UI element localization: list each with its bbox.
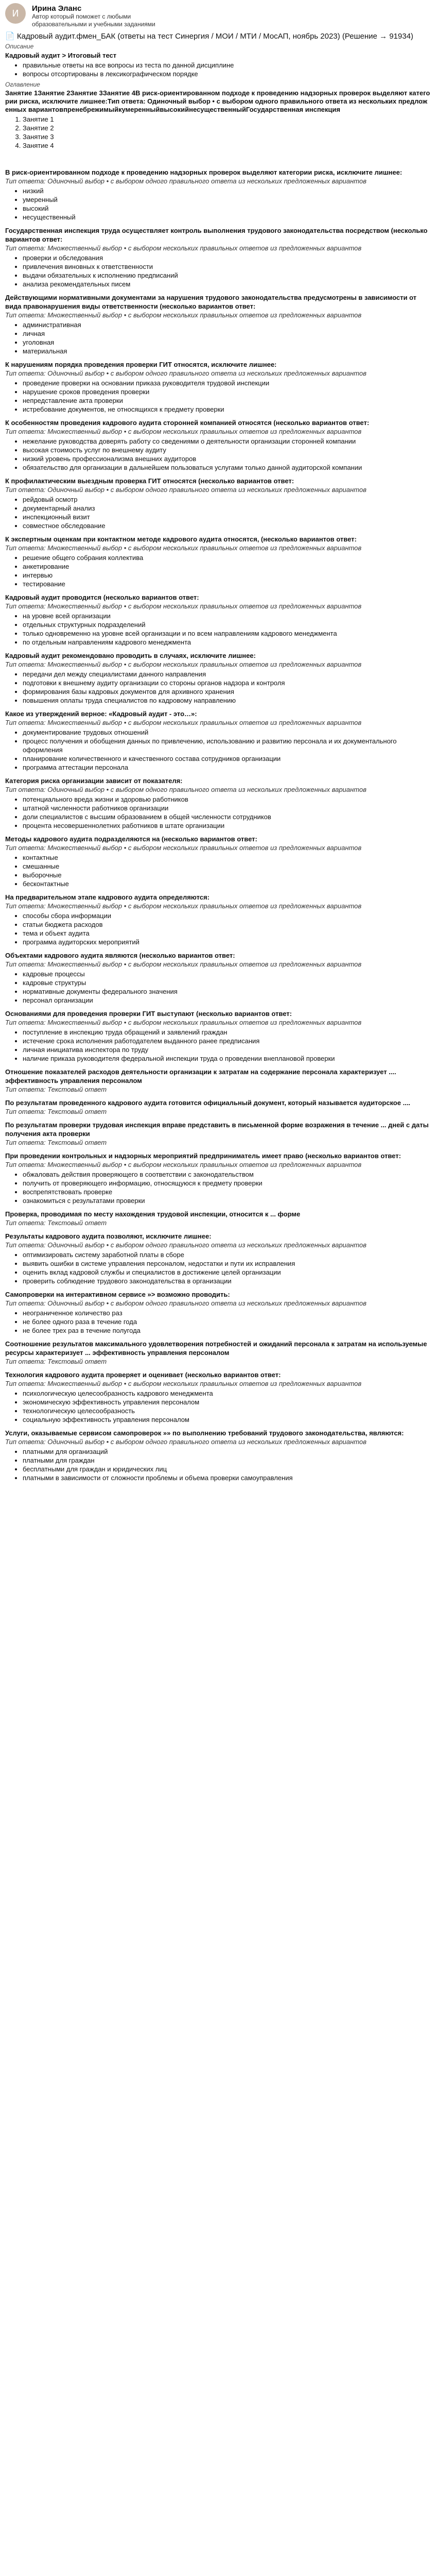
answer-option: • проверки и обследования <box>23 253 431 262</box>
answer-option: • социальную эффективность управления персоналом <box>23 1415 431 1424</box>
question-block <box>5 651 431 705</box>
description-label: Описание <box>5 43 34 50</box>
answer-option: • тестирование <box>23 580 431 588</box>
answer-option: • отдельных структурных подразделений <box>23 620 431 629</box>
question-block <box>5 1009 431 1063</box>
question-block <box>5 1121 431 1147</box>
answer-option: • по отдельным направлениям кадрового менеджмента <box>23 638 431 647</box>
answer-type: Тип ответа: Текстовый ответ <box>5 1108 107 1115</box>
answer-type: Тип ответа: Множественный выбор • с выбором нескольких правильных ответов из предложенных вариантов <box>5 428 362 435</box>
answer-option: • истечение срока исполнения работодателем выданного ранее предписания <box>23 1037 431 1045</box>
answer-option: • не более трех раз в течение полугода <box>23 1326 431 1335</box>
answer-option: • кадровые процессы <box>23 970 431 978</box>
question-title: Действующими нормативными документами за нарушения трудового законодательства предусмотрены в зависимости от вида правонарушения виды ответственности (несколько вариантов ответ: <box>5 294 417 310</box>
answer-type: Тип ответа: Текстовый ответ <box>5 1358 107 1365</box>
answer-type: Тип ответа: Текстовый ответ <box>5 1086 107 1093</box>
question-block <box>5 1232 431 1285</box>
question-title: Услуги, оказываемые сервисом самопроверок »» по выполнению требований трудового законодательства, являются: <box>5 1429 404 1437</box>
answer-option: • рейдовый осмотр <box>23 495 431 504</box>
question-block <box>5 1429 431 1482</box>
question-block <box>5 1098 431 1116</box>
answer-option: • истребование документов, не относящихся к предмету проверки <box>23 405 431 414</box>
question-title: Категория риска организации зависит от показателя: <box>5 777 183 785</box>
answer-options <box>5 553 431 588</box>
question-block <box>5 893 431 946</box>
question-block <box>5 535 431 588</box>
question-title: Соотношение результатов максимального удовлетворения потребностей и ожиданий персонала к затратам на используемые ресурсы характеризует ... эффективность управления персоналом <box>5 1340 427 1357</box>
answer-option: • анкетирование <box>23 562 431 571</box>
answer-option: • оптимизировать систему заработной платы в сборе <box>23 1250 431 1259</box>
answer-option: • нормативные документы федерального значения <box>23 987 431 996</box>
question-block <box>5 477 431 530</box>
answer-option: • анализа рекомендательных писем <box>23 280 431 289</box>
answer-option: • низкий <box>23 187 431 195</box>
answer-option: • передачи дел между специалистами данного направления <box>23 670 431 679</box>
question-title: Проверка, проводимая по месту нахождения трудовой инспекции, относится к ... форме <box>5 1210 301 1218</box>
answer-option: • кадровые структуры <box>23 978 431 987</box>
author-description: Автор который поможет с любыми образовательными и учебными заданиями <box>32 13 155 28</box>
answer-options <box>5 1447 431 1482</box>
question-block <box>5 776 431 830</box>
description-item: • вопросы отсортированы в лексикографическом порядке <box>23 70 431 78</box>
answer-type: Тип ответа: Множественный выбор • с выбором нескольких правильных ответов из предложенных вариантов <box>5 602 362 610</box>
answer-option: • нарушение сроков проведения проверки <box>23 387 431 396</box>
answer-option: • экономическую эффективность управления персоналом <box>23 1398 431 1406</box>
question-title: К экспертным оценкам при контактном методе кадрового аудита относятся, (несколько вариантов ответ: <box>5 535 357 543</box>
question-block <box>5 226 431 289</box>
answer-options <box>5 1170 431 1205</box>
answer-option: • низкий уровень профессионализма внешних аудиторов <box>23 454 431 463</box>
question-block <box>5 593 431 647</box>
answer-option: • персонал организации <box>23 996 431 1005</box>
question-title: Объектами кадрового аудита являются (несколько вариантов ответ: <box>5 952 235 959</box>
answer-type: Тип ответа: Одиночный выбор • с выбором одного правильного ответа из нескольких предложенных вариантов <box>5 1241 367 1249</box>
question-block <box>5 1210 431 1227</box>
answer-option: • способы сбора информации <box>23 911 431 920</box>
answer-options <box>5 187 431 222</box>
answer-option: • повышения оплаты труда специалистов по кадровому направлению <box>23 696 431 705</box>
answer-option: • личная инициатива инспектора по труду <box>23 1045 431 1054</box>
question-block <box>5 293 431 355</box>
answer-option: • ознакомиться с результатами проверки <box>23 1196 431 1205</box>
answer-option: • высокий <box>23 204 431 213</box>
description-list <box>5 61 431 78</box>
toc-item[interactable]: 3. Занятие 3 <box>23 132 431 141</box>
answer-type: Тип ответа: Множественный выбор • с выбором нескольких правильных ответов из предложенных вариантов <box>5 902 362 910</box>
toc-text: Занятие 1Занятие 2Занятие 3Занятие 4В риск-ориентированном подходе к проведению надзорных проверок выделяют категории риска, исключите лишнее:Тип ответа: Одиночный выбор • с выбором одного правильного ответа из нескольких предложенных вариантовпренебрежимыйкумеренныйвысокийнесущественныйГосударственная инспекция <box>5 89 430 113</box>
answer-option: • платными для граждан <box>23 1456 431 1465</box>
avatar[interactable]: И <box>5 3 26 24</box>
question-title: К особенностям проведения кадрового аудита сторонней компанией относятся (несколько вариантов ответ: <box>5 419 370 427</box>
question-title: Какое из утверждений верное: «Кадровый аудит - это…»: <box>5 710 197 718</box>
answer-option: • несущественный <box>23 213 431 222</box>
answer-options <box>5 1389 431 1424</box>
answer-option: • выдачи обязательных к исполнению предписаний <box>23 271 431 280</box>
answer-type: Тип ответа: Множественный выбор • с выбором нескольких правильных ответов из предложенных вариантов <box>5 960 362 968</box>
question-title: Методы кадрового аудита подразделяются на (несколько вариантов ответ: <box>5 835 257 843</box>
answer-option: • наличие приказа руководителя федеральной инспекции труда о проведении внеплановой проверки <box>23 1054 431 1063</box>
answer-option: • психологическую целесообразность кадрового менеджмента <box>23 1389 431 1398</box>
toc-item[interactable]: 4. Занятие 4 <box>23 141 431 150</box>
answer-options <box>5 1028 431 1063</box>
question-title: К нарушениям порядка проведения проверки ГИТ относятся, исключите лишнее: <box>5 361 277 368</box>
answer-option: • на уровне всей организации <box>23 612 431 620</box>
answer-option: • поступление в инспекцию труда обращений и заявлений граждан <box>23 1028 431 1037</box>
question-block <box>5 951 431 1005</box>
answer-type: Тип ответа: Одиночный выбор • с выбором одного правильного ответа из нескольких предложенных вариантов <box>5 486 367 494</box>
question-block <box>5 418 431 472</box>
answer-type: Тип ответа: Одиночный выбор • с выбором одного правильного ответа из нескольких предложенных вариантов <box>5 1299 367 1307</box>
answer-option: • тема и объект аудита <box>23 929 431 938</box>
question-title: Технология кадрового аудита проверяет и оценивает (несколько вариантов ответ: <box>5 1371 281 1379</box>
answer-options <box>5 970 431 1005</box>
answer-option: • проверить соблюдение трудового законодательства в организации <box>23 1277 431 1285</box>
answer-option: • документарный анализ <box>23 504 431 513</box>
answer-type: Тип ответа: Множественный выбор • с выбором нескольких правильных ответов из предложенных вариантов <box>5 244 362 252</box>
answer-option: • технологическую целесообразность <box>23 1406 431 1415</box>
question-title: На предварительном этапе кадрового аудита определяются: <box>5 893 210 901</box>
question-block <box>5 835 431 888</box>
toc-item[interactable]: 1. Занятие 1 <box>23 115 431 124</box>
answer-option: • совместное обследование <box>23 521 431 530</box>
answer-option: • бесплатными для граждан и юридических лиц <box>23 1465 431 1473</box>
answer-option: • не более одного раза в течение года <box>23 1317 431 1326</box>
answer-type: Тип ответа: Текстовый ответ <box>5 1139 107 1146</box>
answer-option: • нежелание руководства доверять работу со сведениями о деятельности организации сторонней компании <box>23 437 431 446</box>
answer-option: • только одновременно на уровне всей организации и по всем направлениям кадрового менеджмента <box>23 629 431 638</box>
author-info <box>32 3 166 28</box>
question-title: Кадровый аудит рекомендовано проводить в случаях, исключите лишнее: <box>5 652 256 659</box>
description-item: • правильные ответы на все вопросы из теста по данной дисциплине <box>23 61 431 70</box>
answer-options <box>5 1250 431 1285</box>
table-of-contents <box>5 80 431 150</box>
answer-options <box>5 437 431 472</box>
answer-options <box>5 1309 431 1335</box>
answer-option: • воспрепятствовать проверке <box>23 1188 431 1196</box>
answer-options <box>5 320 431 355</box>
answer-type: Тип ответа: Множественный выбор • с выбором нескольких правильных ответов из предложенных вариантов <box>5 311 362 319</box>
answer-options <box>5 911 431 946</box>
answer-option: • документирование трудовых отношений <box>23 728 431 737</box>
answer-options <box>5 853 431 888</box>
toc-label: Оглавление <box>5 81 40 88</box>
question-title: При проведении контрольных и надзорных мероприятий предприниматель имеет право (несколько вариантов ответ: <box>5 1152 401 1160</box>
question-title: В риск-ориентированном подходе к проведению надзорных проверок выделяют категории риска, исключите лишнее: <box>5 168 403 176</box>
answer-type: Тип ответа: Множественный выбор • с выбором нескольких правильных ответов из предложенных вариантов <box>5 844 362 852</box>
answer-options <box>5 253 431 289</box>
toc-list <box>5 115 431 150</box>
answer-options <box>5 795 431 830</box>
answer-option: • платными для организаций <box>23 1447 431 1456</box>
answer-option: • бесконтактные <box>23 879 431 888</box>
answer-option: • подготовки к внешнему аудиту организации со стороны органов надзора и контроля <box>23 679 431 687</box>
question-title: Государственная инспекция труда осуществляет контроль выполнения трудового законодательства посредством (несколько вариантов ответ: <box>5 227 428 243</box>
answer-options <box>5 728 431 772</box>
answer-type: Тип ответа: Множественный выбор • с выбором нескольких правильных ответов из предложенных вариантов <box>5 1380 362 1387</box>
answer-type: Тип ответа: Одиночный выбор • с выбором одного правильного ответа из нескольких предложенных вариантов <box>5 786 367 793</box>
question-title: К профилактическим выездным проверка ГИТ относятся (несколько вариантов ответ: <box>5 477 294 485</box>
answer-options <box>5 670 431 705</box>
question-block <box>5 1151 431 1205</box>
answer-option: • выявить ошибки в системе управления персоналом, недостатки и пути их исправления <box>23 1259 431 1268</box>
question-title: Самопроверки на интерактивном сервисе »> возможно проводить: <box>5 1291 230 1298</box>
toc-item[interactable]: 2. Занятие 2 <box>23 124 431 132</box>
answer-option: • планирование количественного и качественного состава сотрудников организации <box>23 754 431 763</box>
answer-option: • непредставление акта проверки <box>23 396 431 405</box>
question-block <box>5 1370 431 1424</box>
answer-option: • обязательство для организации в дальнейшем пользоваться услугами только данной аудиторской компании <box>23 463 431 472</box>
description-heading: Кадровый аудит > Итоговый тест <box>5 52 117 59</box>
answer-option: • получить от проверяющего информацию, относящуюся к предмету проверки <box>23 1179 431 1188</box>
answer-option: • выборочные <box>23 871 431 879</box>
question-title: Результаты кадрового аудита позволяют, исключите лишнее: <box>5 1232 212 1240</box>
answer-type: Тип ответа: Множественный выбор • с выбором нескольких правильных ответов из предложенных вариантов <box>5 1019 362 1026</box>
question-block <box>5 1290 431 1335</box>
answer-option: • обжаловать действия проверяющего в соответствии с законодательством <box>23 1170 431 1179</box>
document-title <box>5 31 431 41</box>
answer-option: • программа аудиторских мероприятий <box>23 938 431 946</box>
answer-option: • штатной численности работников организации <box>23 804 431 812</box>
questions-list <box>5 168 431 1482</box>
answer-type: Тип ответа: Одиночный выбор • с выбором одного правильного ответа из нескольких предложенных вариантов <box>5 1438 367 1446</box>
question-block <box>5 360 431 414</box>
answer-options <box>5 379 431 414</box>
question-title: Отношение показателей расходов деятельности организации к затратам на содержание персонала характеризует .... эффективность управления персоналом <box>5 1068 396 1084</box>
question-block <box>5 168 431 222</box>
question-title: По результатам проверки трудовая инспекция вправе представить в письменной форме возражения в течение ... дней с даты получения акта проверки <box>5 1121 429 1138</box>
answer-option: • личная <box>23 329 431 338</box>
doc-icon: 📄 <box>5 32 15 41</box>
answer-option: • потенциального вреда жизни и здоровью работников <box>23 795 431 804</box>
answer-option: • проведение проверки на основании приказа руководителя трудовой инспекции <box>23 379 431 387</box>
author-name[interactable]: Ирина Эланс <box>32 4 82 13</box>
question-block <box>5 1067 431 1094</box>
answer-option: • неограниченное количество раз <box>23 1309 431 1317</box>
answer-type: Тип ответа: Одиночный выбор • с выбором одного правильного ответа из нескольких предложенных вариантов <box>5 369 367 377</box>
answer-option: • административная <box>23 320 431 329</box>
answer-type: Тип ответа: Текстовый ответ <box>5 1219 107 1227</box>
answer-option: • платными в зависимости от сложности проблемы и объема проверки самоуправления <box>23 1473 431 1482</box>
answer-type: Тип ответа: Множественный выбор • с выбором нескольких правильных ответов из предложенных вариантов <box>5 660 362 668</box>
answer-option: • привлечения виновных к ответственности <box>23 262 431 271</box>
answer-type: Тип ответа: Множественный выбор • с выбором нескольких правильных ответов из предложенных вариантов <box>5 1161 362 1168</box>
answer-option: • смешанные <box>23 862 431 871</box>
question-title: По результатам проведенного кадрового аудита готовится официальный документ, который называется аудиторское .... <box>5 1099 411 1107</box>
author-block <box>5 3 431 28</box>
answer-option: • доли специалистов с высшим образованием в общей численности сотрудников <box>23 812 431 821</box>
question-block <box>5 1340 431 1366</box>
answer-options <box>5 612 431 647</box>
answer-option: • оценить вклад кадровой службы и специалистов в достижение целей организации <box>23 1268 431 1277</box>
answer-option: • статьи бюджета расходов <box>23 920 431 929</box>
answer-option: • высокая стоимость услуг по внешнему аудиту <box>23 446 431 454</box>
answer-type: Тип ответа: Множественный выбор • с выбором нескольких правильных ответов из предложенных вариантов <box>5 719 362 726</box>
answer-option: • умеренный <box>23 195 431 204</box>
answer-option: • уголовная <box>23 338 431 347</box>
spacer <box>5 152 431 163</box>
answer-option: • инспекционный визит <box>23 513 431 521</box>
answer-option: • материальная <box>23 347 431 355</box>
answer-type: Тип ответа: Одиночный выбор • с выбором одного правильного ответа из нескольких предложенных вариантов <box>5 177 367 185</box>
document-title-text: Кадровый аудит.фмен_БАК (ответы на тест Синергия / МОИ / МТИ / МосАП, ноябрь 2023) (Решение → 91934) <box>16 32 413 41</box>
answer-option: • процесс получения и обобщения данных по привлечению, использованию и развитию персонала и их документального оформления <box>23 737 431 754</box>
question-block <box>5 709 431 772</box>
answer-option: • программа аттестации персонала <box>23 763 431 772</box>
answer-options <box>5 495 431 530</box>
answer-option: • интервью <box>23 571 431 580</box>
answer-option: • формирования базы кадровых документов для архивного хранения <box>23 687 431 696</box>
question-title: Кадровый аудит проводится (несколько вариантов ответ: <box>5 594 199 601</box>
answer-type: Тип ответа: Множественный выбор • с выбором нескольких правильных ответов из предложенных вариантов <box>5 544 362 552</box>
answer-option: • решение общего собрания коллектива <box>23 553 431 562</box>
answer-option: • контактные <box>23 853 431 862</box>
question-title: Основаниями для проведения проверки ГИТ выступают (несколько вариантов ответ: <box>5 1010 292 1018</box>
answer-option: • процента несовершеннолетних работников в штате организации <box>23 821 431 830</box>
